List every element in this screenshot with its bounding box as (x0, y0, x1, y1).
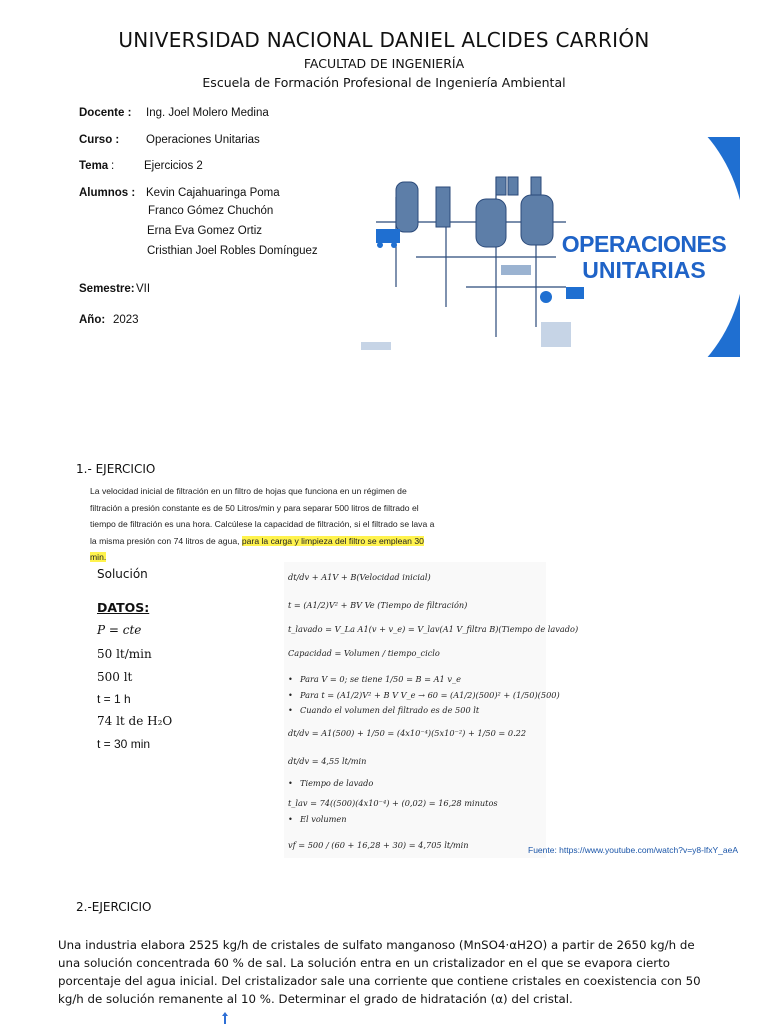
exercise-1-title: 1.- EJERCICIO (76, 462, 156, 476)
equation: • Cuando el volumen del filtrado es de 500 lt (300, 705, 479, 715)
equation: • El volumen (300, 814, 347, 824)
banner-title-line2: UNITARIAS (582, 257, 706, 283)
solucion-heading: Solución (97, 567, 148, 581)
exercise-2-title: 2.-EJERCICIO (76, 900, 152, 914)
banner-title-line1: OPERACIONES (561, 231, 727, 257)
tema-value: Ejercicios 2 (144, 160, 203, 172)
dato-item: 50 lt/min (97, 647, 152, 661)
equation: dt/dv = A1(500) + 1/50 = (4x10⁻⁴)(5x10⁻²) + 1/50 = 0.22 (288, 728, 527, 738)
exercise-1-statement (90, 483, 435, 566)
source-link[interactable]: Fuente: https://www.youtube.com/watch?v=y8-lfxY_aeA (528, 845, 739, 855)
student-name: Cristhian Joel Robles Domínguez (147, 245, 318, 257)
school-title: Escuela de Formación Profesional de Ingeniería Ambiental (202, 75, 566, 90)
university-title: UNIVERSIDAD NACIONAL DANIEL ALCIDES CARRIÓN (118, 28, 650, 52)
equation: dt/dv = 4,55 lt/min (288, 756, 367, 766)
docente-value: Ing. Joel Molero Medina (146, 107, 269, 119)
exercise-2-statement: Una industria elabora 2525 kg/h de cristales de sulfato manganoso (MnSO4·αH2O) a partir de 2650 kg/h de una solución concentrada 60 % de sal. La solución entra en un cristalizador en el que se evapora cierto porcentaje del agua inicial. Del cristalizador sale una corriente que contiene cristales en coexistencia con 50 kg/h de solución remanente al 10 %. Determinar el grado de hidratación (α) del cristal. (58, 938, 701, 1006)
operaciones-unitarias-banner (356, 137, 740, 357)
equation: Capacidad = Volumen / tiempo_ciclo (288, 648, 440, 658)
semestre-label: Semestre: (79, 283, 135, 295)
equation: dt/dv + A1V + B(Velocidad inicial) (288, 572, 431, 582)
equation: t_lav = 74((500)(4x10⁻⁴) + (0,02) = 16,28 minutos (288, 798, 498, 808)
solution-equations (284, 562, 579, 858)
datos-heading: DATOS: (97, 600, 150, 615)
equation: t = (A1/2)V² + BV Ve (Tiempo de filtración) (288, 600, 468, 610)
exercise-1-highlight: para la carga y limpieza del filtro se emplean 30 min. (90, 535, 424, 562)
tema-separator: : (111, 160, 115, 172)
equation: • Tiempo de lavado (300, 778, 373, 788)
equation: • Para V = 0; se tiene 1/50 = B = A1 v_e (300, 674, 461, 684)
exercise-1-text: La velocidad inicial de filtración en un filtro de hojas que funciona en un régimen de filtración a presión constante es de 50 Litros/min y para separar 500 litros de filtrado el tiempo de filtración es una hora. Calcúlese la capacidad de filtración, si el filtrado se lava a la misma presión con 74 litros de agua, (90, 486, 435, 546)
dato-item: 74 lt de H₂O (97, 714, 173, 728)
equation: • Para t = (A1/2)V² + B V V_e → 60 = (A1/2)(500)² + (1/50)(500) (300, 690, 560, 700)
equation: t_lavado = V_La A1(v + v_e) = V_lav(A1 V_filtra B)(Tiempo de lavado) (288, 624, 579, 634)
student-name: Franco Gómez Chuchón (148, 205, 274, 217)
semestre-value: VII (136, 283, 151, 295)
text-cursor-icon (222, 1012, 228, 1024)
anio-value: 2023 (113, 314, 139, 326)
dato-item: P = cte (97, 623, 142, 637)
student-name: Erna Eva Gomez Ortiz (147, 225, 263, 237)
dato-item: t = 30 min (97, 737, 151, 751)
dato-item: t = 1 h (97, 692, 131, 706)
curso-value: Operaciones Unitarias (146, 134, 260, 146)
dato-item: 500 lt (97, 670, 133, 684)
student-name: Kevin Cajahuaringa Poma (146, 187, 280, 199)
docente-label: Docente : (79, 107, 132, 119)
equation: vf = 500 / (60 + 16,28 + 30) = 4,705 lt/min (288, 840, 469, 850)
faculty-title: FACULTAD DE INGENIERÍA (303, 56, 465, 71)
tema-label: Tema (79, 160, 109, 172)
alumnos-label: Alumnos : (79, 187, 136, 199)
anio-label: Año: (79, 314, 106, 326)
curso-label: Curso : (79, 134, 120, 146)
